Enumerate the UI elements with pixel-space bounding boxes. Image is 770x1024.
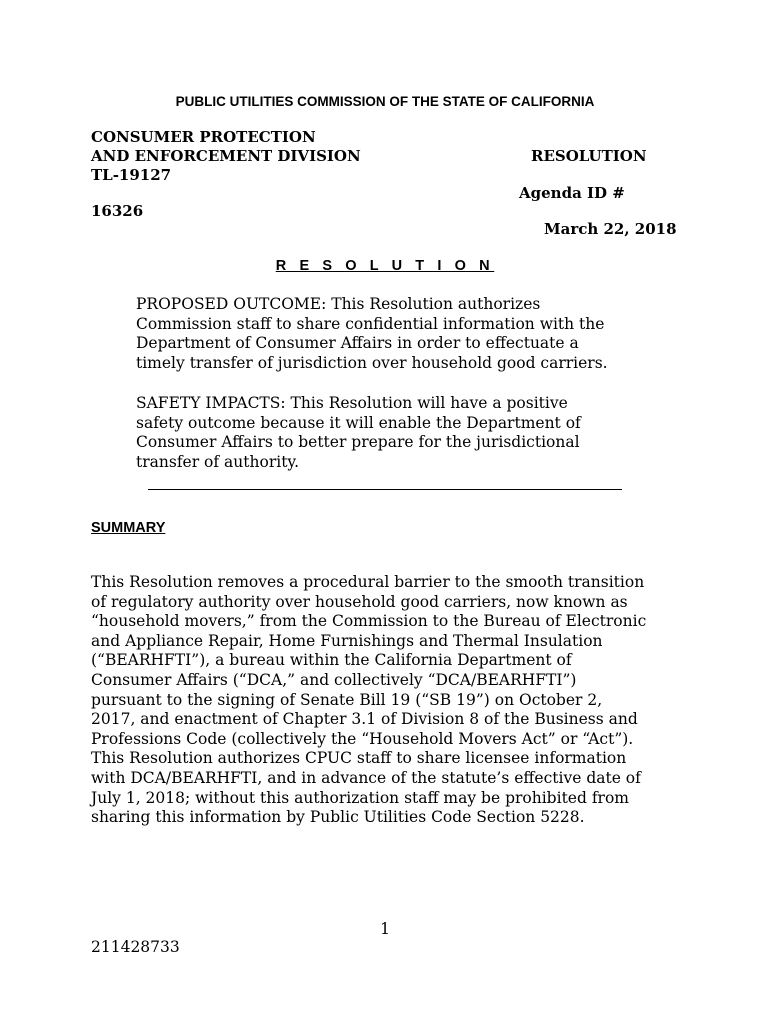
summary-heading: SUMMARY: [91, 520, 166, 536]
division-line-1: CONSUMER PROTECTION: [91, 128, 316, 146]
agenda-number: 16326: [91, 202, 144, 220]
document-number: 211428733: [91, 938, 180, 956]
resolution-date: March 22, 2018: [544, 220, 677, 238]
division-line-2: AND ENFORCEMENT DIVISION: [91, 147, 361, 165]
resolution-heading: R E S O L U T I O N: [275, 258, 495, 274]
resolution-label: RESOLUTION: [531, 147, 647, 165]
safety-impacts-paragraph: SAFETY IMPACTS: This Resolution will have a positive safety outcome because it will enable the Department of Consumer Affairs to better prepare for the jurisdictional transfer of authority.: [136, 394, 581, 472]
resolution-number: TL-19127: [91, 166, 172, 184]
commission-title: PUBLIC UTILITIES COMMISSION OF THE STATE OF CALIFORNIA: [175, 94, 595, 109]
agenda-label: Agenda ID #: [519, 184, 625, 202]
section-divider: [148, 489, 622, 490]
summary-body: This Resolution removes a procedural barrier to the smooth transition of regulatory authority over household good carriers, now known as “household movers,” from the Commission to the Bureau of Electronic and Appliance Repair, Home Furnishings and Thermal Insulation (“BEARHFTI”), a bureau within the California Department of Consumer Affairs (“DCA,” and collectively “DCA/BEARHFTI”) pursuant to the signing of Senate Bill 19 (“SB 19”) on October 2, 2017, and enactment of Chapter 3.1 of Division 8 of the Business and Professions Code (collectively the “Household Movers Act” or “Act”). This Resolution authorizes CPUC staff to share licensee information with DCA/BEARHFTI, and in advance of the statute’s effective date of July 1, 2018; without this authorization staff may be prohibited from sharing this information by Public Utilities Code Section 5228.: [91, 573, 647, 827]
proposed-outcome-paragraph: PROPOSED OUTCOME: This Resolution authorizes Commission staff to share confidential information with the Department of Consumer Affairs in order to effectuate a timely transfer of jurisdiction over household good carriers.: [136, 295, 608, 373]
page-number: 1: [380, 920, 390, 938]
